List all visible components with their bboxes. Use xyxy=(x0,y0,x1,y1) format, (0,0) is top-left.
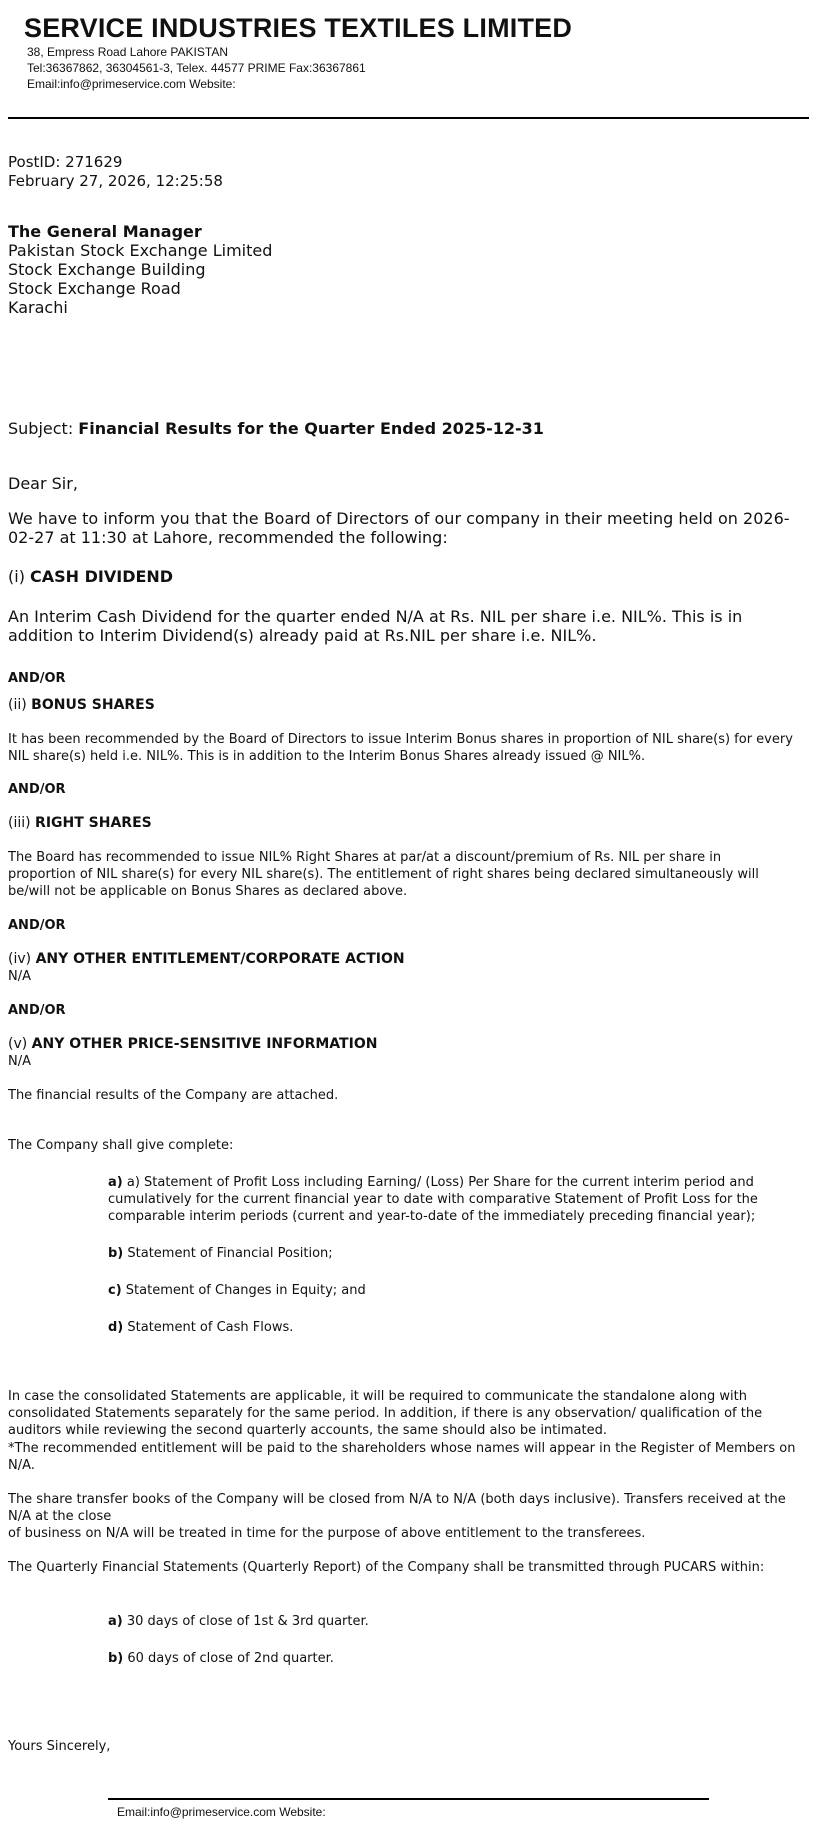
price-sensitive-heading xyxy=(8,1036,808,1053)
post-info xyxy=(8,153,808,191)
statement-item xyxy=(108,1245,798,1262)
recipient-title: The General Manager xyxy=(8,222,202,241)
give-complete: The Company shall give complete: xyxy=(8,1138,234,1153)
company-phones: Tel:36367862, 36304561-3, Telex. 44577 PRIME Fax:36367861 xyxy=(27,61,366,75)
statement-item xyxy=(108,1282,798,1299)
list-marker: b) xyxy=(108,1651,124,1666)
section-number: (v) xyxy=(8,1036,32,1052)
deadline-text: 30 days of close of 1st & 3rd quarter. xyxy=(122,1614,369,1629)
results-attached: The financial results of the Company are attached. xyxy=(8,1088,339,1103)
statement-item xyxy=(108,1319,798,1336)
company-address: 38, Empress Road Lahore PAKISTAN xyxy=(27,45,228,59)
section-number: (iii) xyxy=(8,815,36,831)
intro-paragraph: We have to inform you that the Board of Directors of our company in their meeting held on 2026-02-27 at 11:30 at Lahore, recommended the following: xyxy=(8,509,790,547)
deadline-item xyxy=(108,1650,798,1667)
subject-line xyxy=(8,419,808,438)
section-title: ANY OTHER PRICE-SENSITIVE INFORMATION xyxy=(31,1036,378,1052)
other-entitlement-heading xyxy=(8,951,808,968)
list-marker: b) xyxy=(108,1246,124,1261)
section-number: (i) xyxy=(8,567,31,586)
salutation: Dear Sir, xyxy=(8,474,78,493)
footer-email-website: Email:info@primeservice.com Website: xyxy=(117,1805,326,1819)
list-marker: a) xyxy=(108,1175,123,1190)
section-number: (ii) xyxy=(8,697,32,713)
right-shares-body: The Board has recommended to issue NIL% Right Shares at par/at a discount/premium of Rs. NIL per share in proportion of NIL share(s) for every NIL share(s). The entitlement of right shares being declared simultaneously will be/will not be applicable on Bonus Shares as declared above. xyxy=(8,850,759,899)
books-closure-line: of business on N/A will be treated in time for the purpose of above entitlement to the transferees. xyxy=(8,1526,646,1541)
books-closure-line: The share transfer books of the Company will be closed from N/A to N/A (both days inclusive). Transfers received at the N/A at the close xyxy=(8,1492,786,1524)
post-datetime: February 27, 2026, 12:25:58 xyxy=(8,172,223,190)
recipient-line: Stock Exchange Road xyxy=(8,279,181,298)
company-name: SERVICE INDUSTRIES TEXTILES LIMITED xyxy=(24,13,573,43)
letterhead xyxy=(24,12,804,92)
statement-item xyxy=(108,1174,798,1225)
statement-text: a) Statement of Profit Loss including Earning/ (Loss) Per Share for the current interim period and cumulatively for the current financial year to date with comparative Statement of Profit Loss for the comparable interim periods (current and year-to-date of the immediately preceding financial year); xyxy=(108,1175,758,1224)
post-id: PostID: 271629 xyxy=(8,153,123,171)
cash-dividend-heading xyxy=(8,567,808,586)
books-closure-paragraph xyxy=(8,1491,798,1542)
section-title: ANY OTHER ENTITLEMENT/CORPORATE ACTION xyxy=(35,951,405,967)
list-marker: d) xyxy=(108,1320,124,1335)
consolidated-paragraph: In case the consolidated Statements are applicable, it will be required to communicate the standalone along with consolidated Statements separately for the same period. In addition, if there is any observation/ qualification of the auditors while reviewing the second quarterly accounts, the same should also be intimated. xyxy=(8,1389,763,1438)
statement-text: Statement of Changes in Equity; and xyxy=(121,1283,366,1298)
header-divider xyxy=(8,117,809,119)
section-number: (iv) xyxy=(8,951,36,967)
recipient-line: Pakistan Stock Exchange Limited xyxy=(8,241,273,260)
right-shares-heading xyxy=(8,815,808,832)
recipient-block xyxy=(8,222,808,317)
section-title: RIGHT SHARES xyxy=(35,815,152,831)
statement-text: Statement of Financial Position; xyxy=(123,1246,333,1261)
subject-label: Subject: xyxy=(8,419,79,438)
section-title: CASH DIVIDEND xyxy=(30,567,174,586)
recipient-line: Karachi xyxy=(8,298,68,317)
statement-text: Statement of Cash Flows. xyxy=(123,1320,294,1335)
cash-dividend-body: An Interim Cash Dividend for the quarter ended N/A at Rs. NIL per share i.e. NIL%. This is in addition to Interim Dividend(s) already paid at Rs.NIL per share i.e. NIL%. xyxy=(8,607,743,645)
and-or-separator: AND/OR xyxy=(8,918,66,933)
bonus-shares-heading xyxy=(8,697,808,714)
entitlement-note: *The recommended entitlement will be paid to the shareholders whose names will appear in the Register of Members on N/A. xyxy=(8,1441,796,1473)
deadline-item xyxy=(108,1613,798,1630)
bonus-shares-body: It has been recommended by the Board of Directors to issue Interim Bonus shares in proportion of NIL share(s) for every NIL share(s) held i.e. NIL%. This is in addition to the Interim Bonus Shares already issued @ NIL%. xyxy=(8,732,793,764)
deadline-text: 60 days of close of 2nd quarter. xyxy=(123,1651,334,1666)
subject-text: Financial Results for the Quarter Ended 2025-12-31 xyxy=(78,419,544,438)
closing: Yours Sincerely, xyxy=(8,1739,111,1754)
and-or-separator: AND/OR xyxy=(8,1003,66,1018)
pucars-paragraph: The Quarterly Financial Statements (Quarterly Report) of the Company shall be transmitted through PUCARS within: xyxy=(8,1560,765,1575)
section-title: BONUS SHARES xyxy=(31,697,155,713)
footer-divider xyxy=(108,1798,709,1800)
list-marker: a) xyxy=(108,1614,123,1629)
other-entitlement-body: N/A xyxy=(8,969,31,984)
recipient-line: Stock Exchange Building xyxy=(8,260,206,279)
company-email-website: Email:info@primeservice.com Website: xyxy=(27,77,236,91)
and-or-separator: AND/OR xyxy=(8,782,66,797)
and-or-separator: AND/OR xyxy=(8,671,66,686)
list-marker: c) xyxy=(108,1283,122,1298)
price-sensitive-body: N/A xyxy=(8,1054,31,1069)
